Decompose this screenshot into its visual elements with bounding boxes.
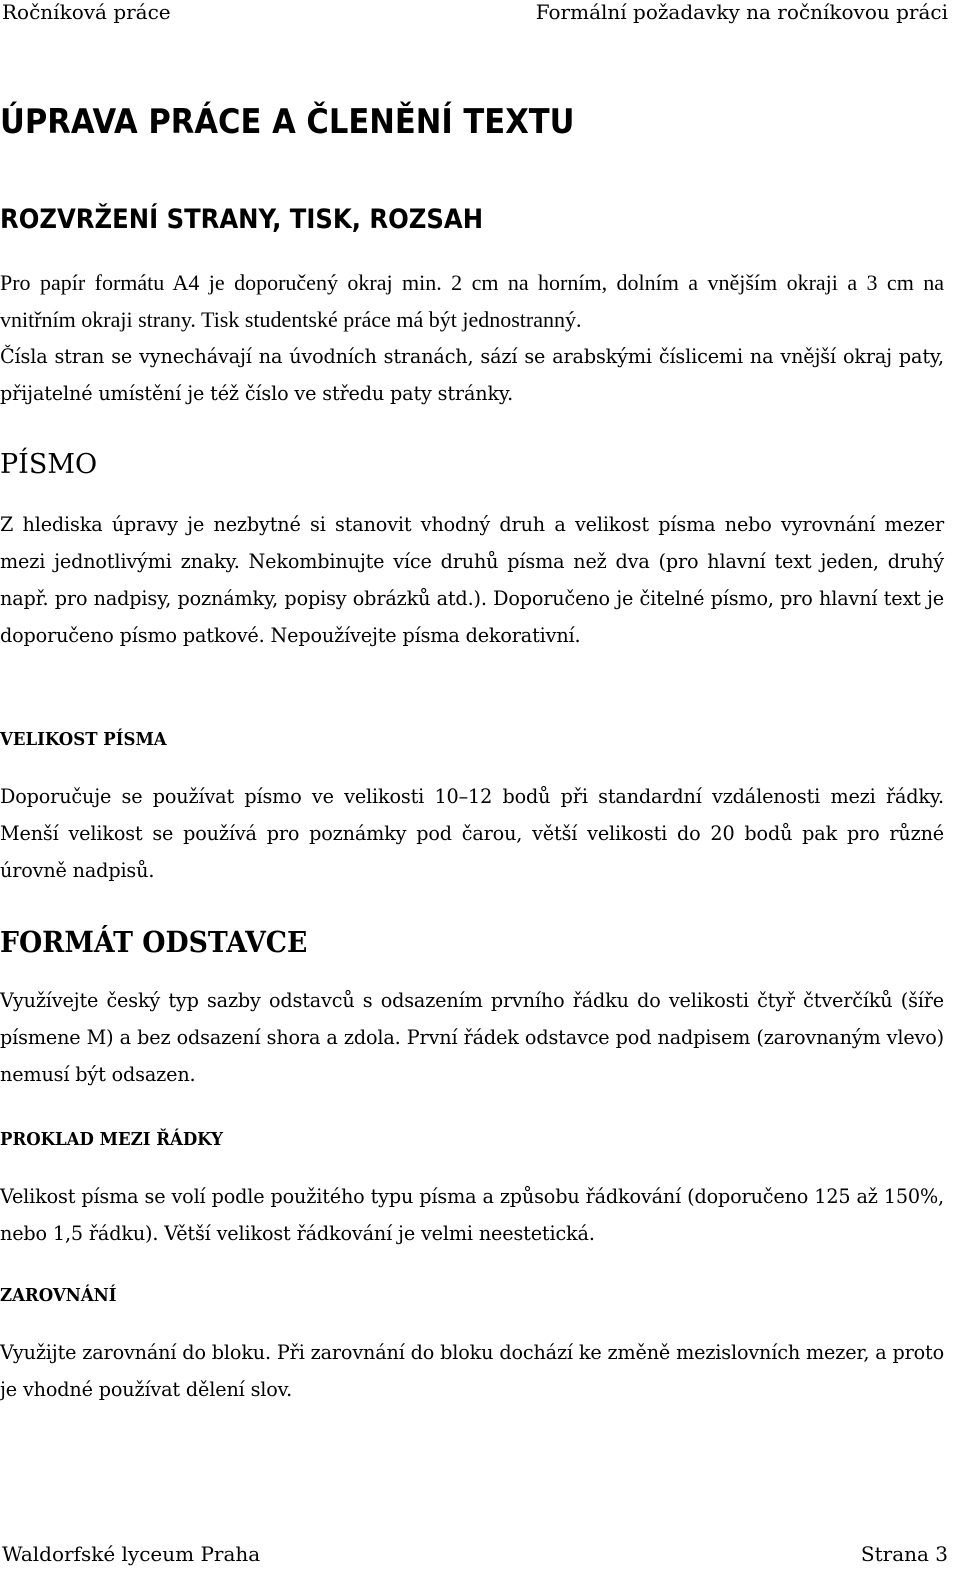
section-heading-zarovnani: ZAROVNÁNÍ [0,1285,117,1306]
section-zarovnani [0,1282,944,1310]
paragraph-zarovnani: Využijte zarovnání do bloku. Při zarovnání do bloku dochází ke změně mezislovních mezer, a proto je vhodné používat dělení slov. [0,1341,944,1401]
page-footer [0,1539,948,1571]
section-proklad-body [0,1178,944,1252]
paragraph-pismo: Z hlediska úpravy je nezbytné si stanovit vhodný druh a velikost písma nebo vyrovnání mezer mezi jednotlivými znaky. Nekombinujte více druhů písma než dva (pro hlavní text jeden, druhý např. pro nadpisy, poznámky, popisy obrázků atd.). Doporučeno je čitelné písmo, pro hlavní text je doporučeno písmo patkové. Nepoužívejte písma dekorativní. [0,513,944,647]
document-title: ÚPRAVA PRÁCE A ČLENĚNÍ TEXTU [0,102,575,142]
section-pismo-body [0,506,944,654]
paragraph-rozvrzeni-a: Pro papír formátu A4 je doporučený okraj min. 2 cm na horním, dolním a vnějším okraji a 3 cm na vnitřním okraji strany. Tisk studentské práce má být jednostranný. [0,270,944,332]
section-heading-pismo: PÍSMO [0,449,98,480]
section-rozvrzeni-body [0,264,944,412]
section-proklad [0,1126,944,1154]
section-heading-rozvrzeni: ROZVRŽENÍ STRANY, TISK, ROZSAH [0,204,484,235]
page-number: Strana 3 [860,1542,948,1566]
section-heading-proklad: PROKLAD MEZI ŘÁDKY [0,1129,223,1150]
section-velikost [0,726,944,754]
header-left-text: Ročníková práce [2,0,171,24]
section-zarovnani-body [0,1334,944,1408]
document-title-wrap [0,100,944,144]
section-heading-velikost: VELIKOST PÍSMA [0,729,167,750]
paragraph-velikost: Doporučuje se používat písmo ve velikosti 10–12 bodů při standardní vzdálenosti mezi řádky. Menší velikost se používá pro poznámky pod čarou, větší velikosti do 20 bodů pak pro různé úrovně nadpisů. [0,785,944,882]
section-format [0,920,944,964]
section-rozvrzeni [0,200,944,240]
section-pismo [0,445,944,485]
page-header [0,0,948,32]
section-velikost-body [0,778,944,889]
section-heading-format: FORMÁT ODSTAVCE [0,925,308,959]
header-right-text: Formální požadavky na ročníkovou práci [535,0,948,24]
section-format-body [0,982,944,1093]
footer-left-text: Waldorfské lyceum Praha [2,1542,261,1566]
paragraph-format: Využívejte český typ sazby odstavců s odsazením prvního řádku do velikosti čtyř čtverčíků (šíře písmene M) a bez odsazení shora a zdola. První řádek odstavce pod nadpisem (zarovnaným vlevo) nemusí být odsazen. [0,989,944,1086]
paragraph-proklad: Velikost písma se volí podle použitého typu písma a způsobu řádkování (doporučeno 125 až 150%, nebo 1,5 řádku). Větší velikost řádkování je velmi neestetická. [0,1185,944,1245]
paragraph-rozvrzeni-b: Čísla stran se vynechávají na úvodních stranách, sází se arabskými číslicemi na vnější okraj paty, přijatelné umístění je též číslo ve středu paty stránky. [0,345,944,405]
